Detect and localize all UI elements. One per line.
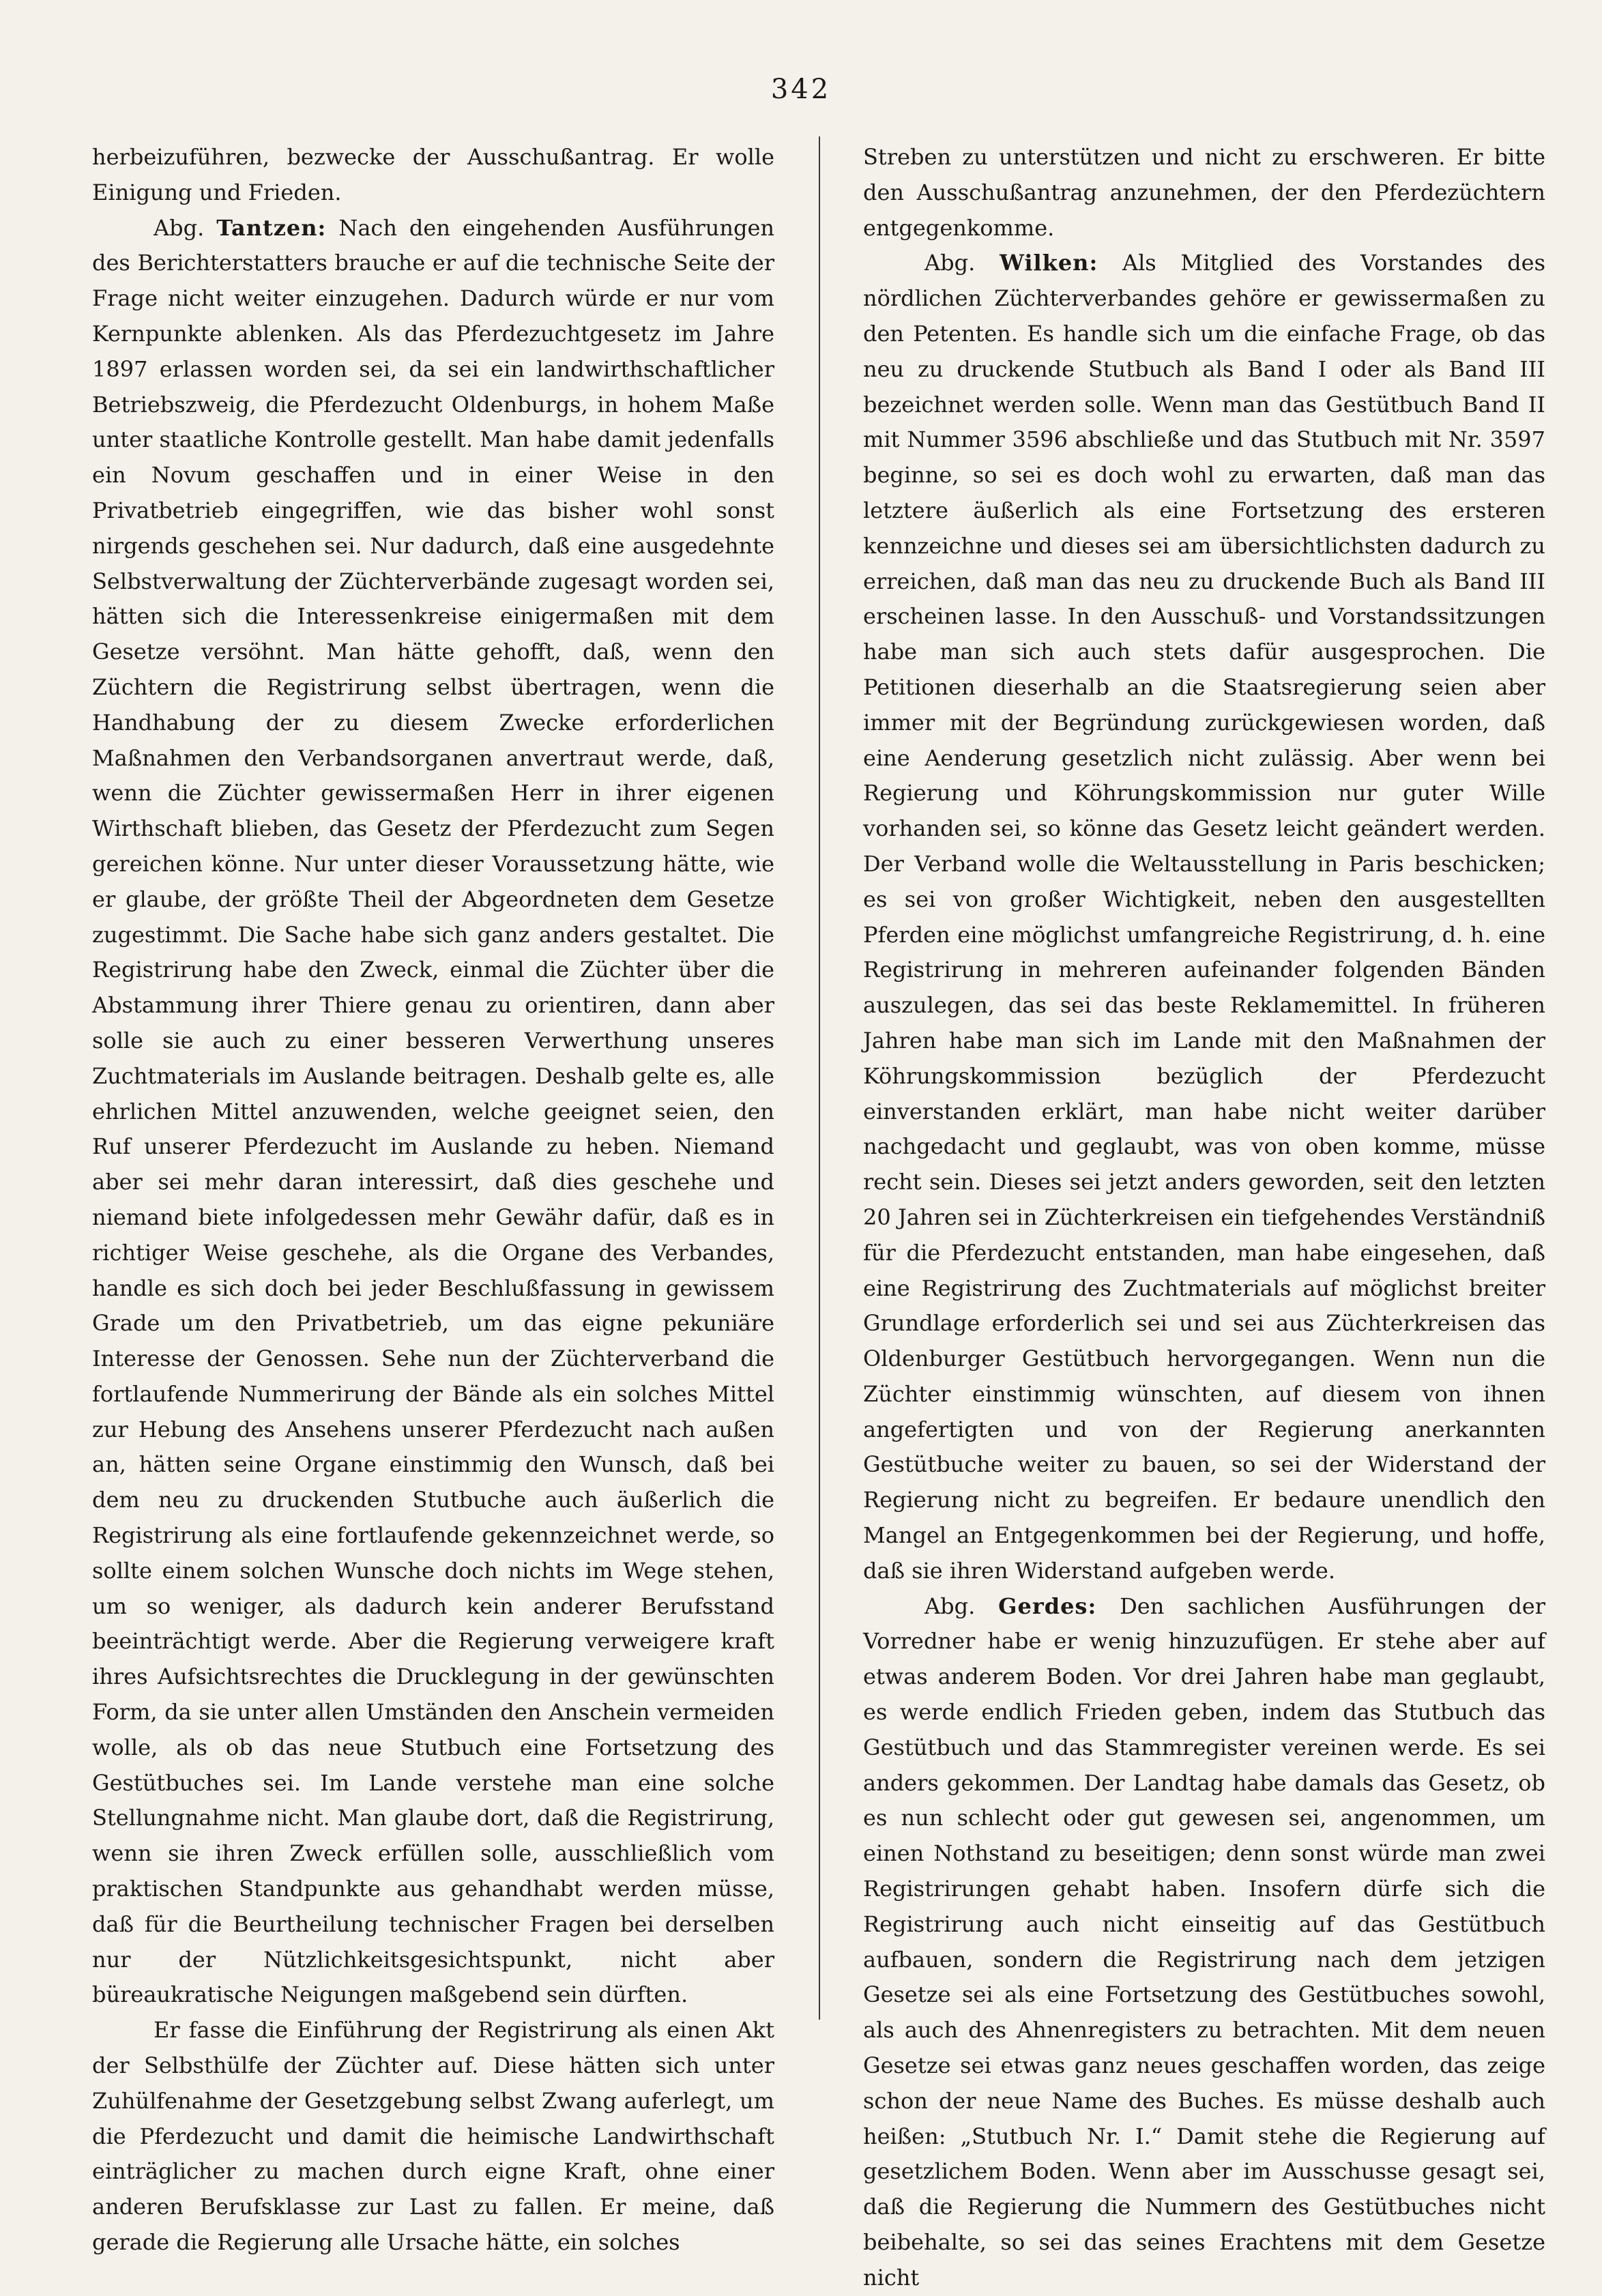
- paragraph: Abg. Wilken: Als Mitglied des Vorstandes des nördlichen Züchterverbandes gehöre er gewissermaßen zu den Petenten. Es handle sich um die einfache Frage, ob das neu zu druckende Stutbuch als Band I oder als Band III bezeichnet werden solle. Wenn man das Gestütbuch Band II mit Nummer 3596 abschließe und das Stutbuch mit Nr. 3597 beginne, so sei es doch wohl zu erwarten, daß man das letztere äußerlich als eine Fortsetzung des ersteren kennzeichne und dieses sei am übersichtlichsten dadurch zu erreichen, daß man das neu zu druckende Buch als Band III erscheinen lasse. In den Ausschuß- und Vorstandssitzungen habe man sich auch stets dafür ausgesprochen. Die Petitionen dieserhalb an die Staatsregierung seien aber immer mit der Begründung zurückgewiesen worden, daß eine Aenderung gesetzlich nicht zulässig. Aber wenn bei Regierung und Köhrungskommission nur guter Wille vorhanden sei, so könne das Gesetz leicht geändert werden. Der Verband wolle die Weltausstellung in Paris beschicken; es sei von großer Wichtigkeit, neben den ausgestellten Pferden eine möglichst umfangreiche Registrirung, d. h. eine Registrirung in mehreren aufeinander folgenden Bänden auszulegen, das sei das beste Reklamemittel. In früheren Jahren habe man sich im Lande mit den Maßnahmen der Köhrungskommission bezüglich der Pferdezucht einverstanden erklärt, man habe nicht weiter darüber nachgedacht und geglaubt, was von oben komme, müsse recht sein. Dieses sei jetzt anders geworden, seit den letzten 20 Jahren sei in Züchterkreisen ein tiefgehendes Verständniß für die Pferdezucht entstanden, man habe eingesehen, daß eine Registrirung des Zuchtmaterials auf möglichst breiter Grundlage erforderlich sei und sei aus Züchterkreisen das Oldenburger Gestütbuch hervorgegangen. Wenn nun die Züchter einstimmig wünschten, auf diesem von ihnen angefertigten und von der Regierung anerkannten Gestütbuche weiter zu bauen, so sei der Widerstand der Regierung nicht zu begreifen. Er bedaure unendlich den Mangel an Entgegenkommen bei der Regierung, und hoffe, daß sie ihren Widerstand aufgeben werde.: [863, 250, 1545, 1584]
- page-number: 342: [770, 74, 832, 105]
- paragraph: Streben zu unterstützen und nicht zu erschweren. Er bitte den Ausschußantrag anzunehmen, der den Pferdezüchtern entgegenkomme.: [863, 144, 1545, 241]
- speaker-name: Gerdes:: [998, 1593, 1097, 1619]
- paragraph: Abg. Gerdes: Den sachlichen Ausführungen der Vorredner habe er wenig hinzuzufügen. Er stehe aber auf etwas anderem Boden. Vor drei Jahren habe man geglaubt, es werde endlich Frieden geben, indem das Stutbuch das Gestütbuch und das Stammregister vereinen werde. Es sei anders gekommen. Der Landtag habe damals das Gesetz, ob es nun schlecht oder gut gewesen sei, angenommen, um einen Nothstand zu beseitigen; denn sonst würde man zwei Registrirungen gehabt haben. Insofern dürfe sich die Registrirung auch nicht einseitig auf das Gestütbuch aufbauen, sondern die Registrirung nach dem jetzigen Gesetze sei als eine Fortsetzung des Gestütbuches sowohl, als auch des Ahnenregisters zu betrachten. Mit dem neuen Gesetze sei etwas ganz neues geschaffen worden, das zeige schon der neue Name des Buches. Es müsse deshalb auch heißen: „Stutbuch Nr. I.“ Damit stehe die Regierung auf gesetzlichem Boden. Wenn aber im Ausschusse gesagt sei, daß die Regierung die Nummern des Gestütbuches nicht beibehalte, so sei das seines Erachtens mit dem Gesetze nicht: [863, 1593, 1546, 2291]
- paragraph: Er fasse die Einführung der Registrirung als einen Akt der Selbsthülfe der Züchter auf. Diese hätten sich unter Zuhülfenahme der Gesetzgebung selbst Zwang auferlegt, um die Pferdezucht und damit die heimische Landwirthschaft einträglicher zu machen durch eigne Kraft, ohne einer anderen Berufsklasse zur Last zu fallen. Er meine, daß gerade die Regierung alle Ursache hätte, ein solches: [92, 2017, 774, 2256]
- paragraph: herbeizuführen, bezwecke der Ausschußantrag. Er wolle Einigung und Frieden.: [92, 144, 774, 205]
- speaker-name: Wilken:: [999, 250, 1098, 276]
- left-column: [92, 140, 774, 2261]
- speaker-title: Abg.: [924, 250, 976, 276]
- right-column: [863, 140, 1545, 2296]
- speaker-name: Tantzen:: [216, 214, 327, 241]
- speaker-title: Abg.: [154, 214, 205, 241]
- paragraph: Abg. Tantzen: Nach den eingehenden Ausführungen des Berichterstatters brauche er auf die technische Seite der Frage nicht weiter einzugehen. Dadurch würde er nur vom Kernpunkte ablenken. Als das Pferdezuchtgesetz im Jahre 1897 erlassen worden sei, da sei ein landwirthschaftlicher Betriebszweig, die Pferdezucht Oldenburgs, in hohem Maße unter staatliche Kontrolle gestellt. Man habe damit jedenfalls ein Novum geschaffen und in einer Weise in den Privatbetrieb eingegriffen, wie das bisher wohl sonst nirgends geschehen sei. Nur dadurch, daß eine ausgedehnte Selbstverwaltung der Züchterverbände zugesagt worden sei, hätten sich die Interessenkreise einigermaßen mit dem Gesetze versöhnt. Man hätte gehofft, daß, wenn den Züchtern die Registrirung selbst übertragen, wenn die Handhabung der zu diesem Zwecke erforderlichen Maßnahmen den Verbandsorganen anvertraut werde, daß, wenn die Züchter gewissermaßen Herr in ihrer eigenen Wirthschaft blieben, das Gesetz der Pferdezucht zum Segen gereichen könne. Nur unter dieser Voraussetzung hätte, wie er glaube, der größte Theil der Abgeordneten dem Gesetze zugestimmt. Die Sache habe sich ganz anders gestaltet. Die Registrirung habe den Zweck, einmal die Züchter über die Abstammung ihrer Thiere genau zu orientiren, dann aber solle sie auch zu einer besseren Verwerthung unseres Zuchtmaterials im Auslande beitragen. Deshalb gelte es, alle ehrlichen Mittel anzuwenden, welche geeignet seien, den Ruf unserer Pferdezucht im Auslande zu heben. Niemand aber sei mehr daran interessirt, daß dies geschehe und niemand biete infolgedessen mehr Gewähr dafür, daß es in richtiger Weise geschehe, als die Organe des Verbandes, handle es sich doch bei jeder Beschlußfassung in gewissem Grade um den Privatbetrieb, um das eigne pekuniäre Interesse der Genossen. Sehe nun der Züchterverband die fortlaufende Nummerirung der Bände als ein solches Mittel zur Hebung des Ansehens unserer Pferdezucht nach außen an, hätten seine Organe einstimmig den Wunsch, daß bei dem neu zu druckenden Stutbuche auch äußerlich die Registrirung als eine fortlaufende gekennzeichnet werde, so sollte einem solchen Wunsche doch nichts im Wege stehen, um so weniger, als dadurch kein anderer Berufsstand beeinträchtigt werde. Aber die Regierung verweigere kraft ihres Aufsichtsrechtes die Drucklegung in der gewünschten Form, da sie unter allen Umständen den Anschein vermeiden wolle, als ob das neue Stutbuch eine Fortsetzung des Gestütbuches sei. Im Lande verstehe man eine solche Stellungnahme nicht. Man glaube dort, daß die Registrirung, wenn sie ihren Zweck erfüllen solle, ausschließlich vom praktischen Standpunkte aus gehandhabt werden müsse, daß für die Beurtheilung technischer Fragen bei derselben nur der Nützlichkeitsgesichtspunkt, nicht aber büreaukratische Neigungen maßgebend sein dürften.: [92, 214, 775, 2008]
- column-divider: [819, 136, 820, 2020]
- speaker-title: Abg.: [924, 1593, 976, 1619]
